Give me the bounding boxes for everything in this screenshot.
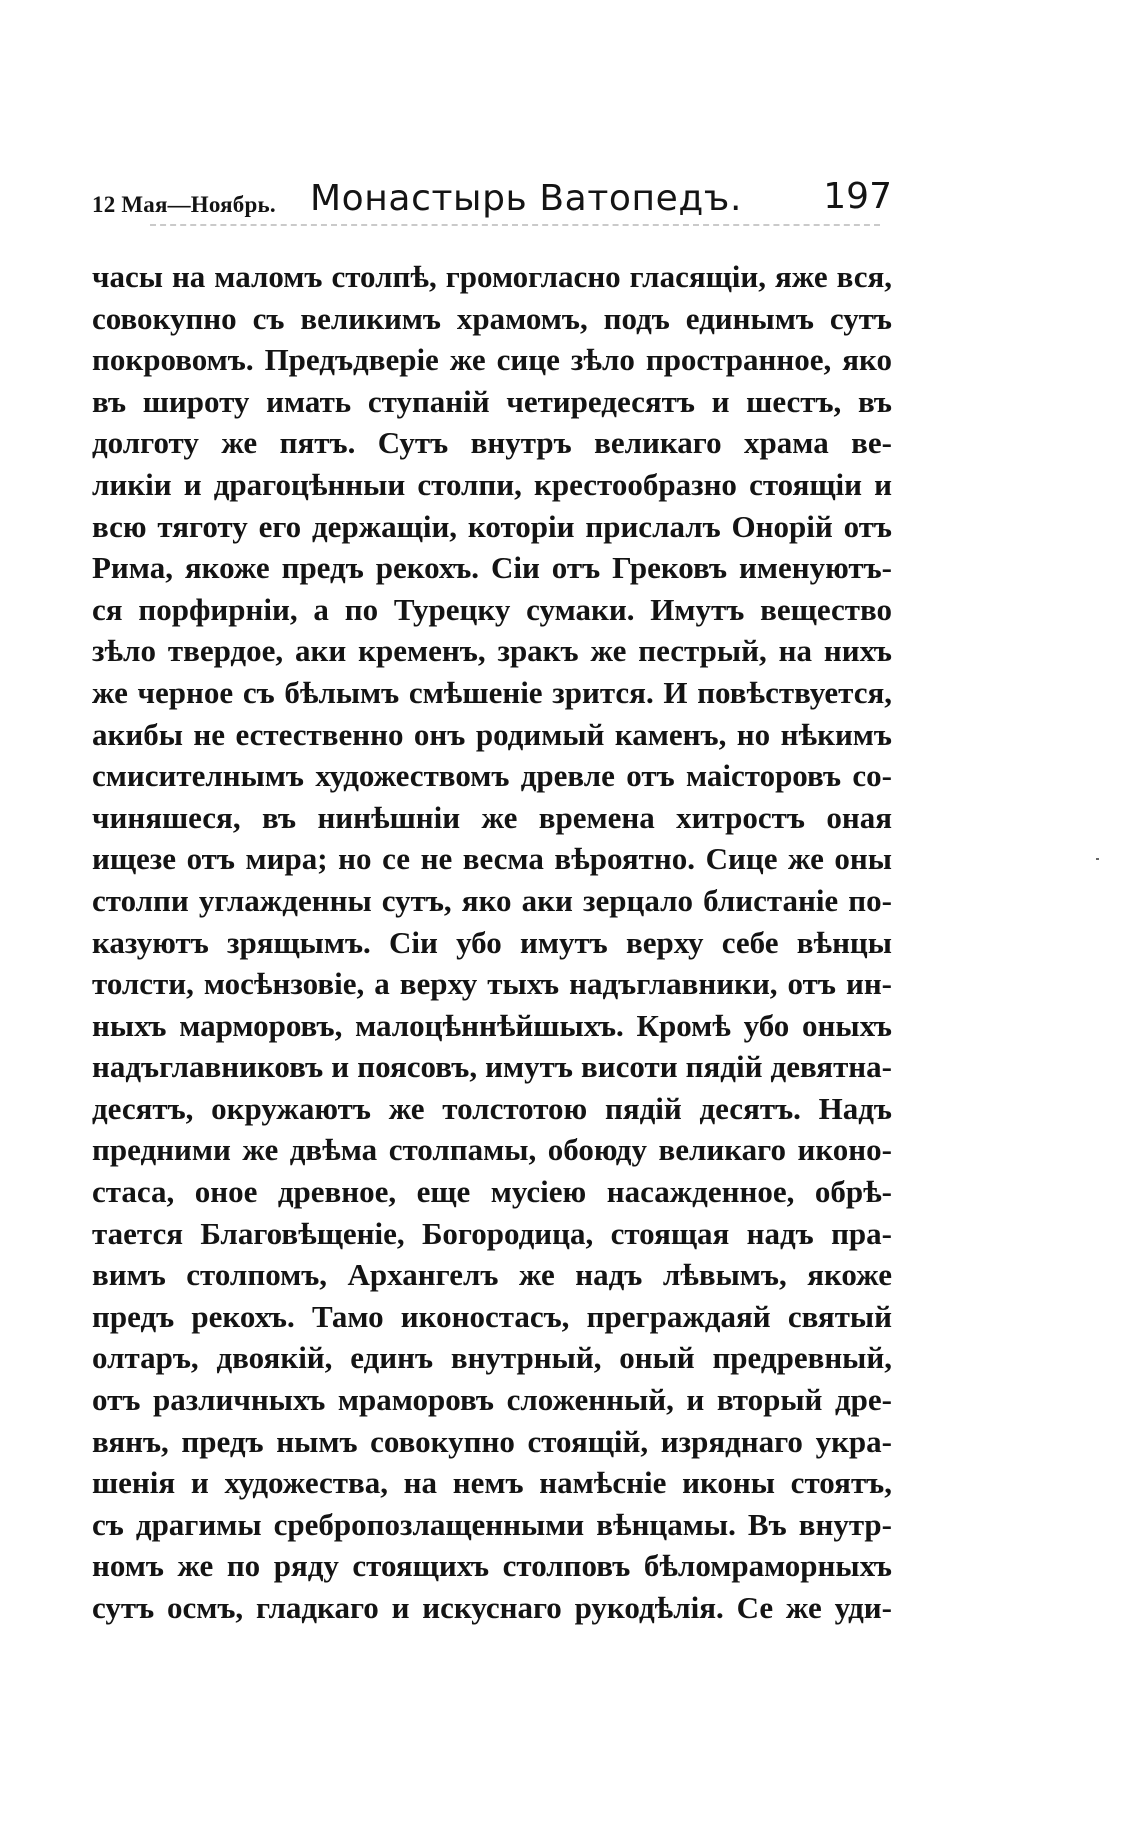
running-header xyxy=(92,178,892,218)
text-line: смисителнымъ художествомъ древле отъ маісторовъ со- xyxy=(92,758,892,794)
text-line: шенія и художества, на немъ намѣсніе иконы стоятъ, xyxy=(92,1465,892,1501)
text-line: предними же двѣма столпамы, обоюду великаго иконо- xyxy=(92,1132,892,1168)
text-line: ищезе отъ мира; но се не весма вѣроятно. Сице же оны xyxy=(92,841,892,877)
text-line: предъ рекохъ. Тамо иконостасъ, преграждаяй святый xyxy=(92,1298,892,1334)
text-line: Рима, якоже предъ рекохъ. Сіи отъ Грековъ именуютъ- xyxy=(92,550,892,586)
text-line: вянъ, предъ нымъ совокупно стоящій, изряднаго укра- xyxy=(92,1423,892,1459)
text-line: номъ же по ряду стоящихъ столповъ бѣломраморныхъ xyxy=(92,1548,892,1584)
text-line: отъ различныхъ мраморовъ сложенный, и вторый дре- xyxy=(92,1382,892,1418)
text-line: вимъ столпомъ, Архангелъ же надъ лѣвымъ, якоже xyxy=(92,1257,892,1293)
text-line: толсти, мосѣнзовіе, а верху тыхъ надъглавники, отъ ин- xyxy=(92,966,892,1002)
text-line: десятъ, окружаютъ же толстотою пядій десятъ. Надъ xyxy=(92,1090,892,1126)
text-line: съ драгимы сребропозлащенными вѣнцамы. Въ внутр- xyxy=(92,1506,892,1542)
text-line: ся порфирніи, а по Турецку сумаки. Имутъ вещество xyxy=(92,591,892,627)
text-line: столпи углажденны сутъ, яко аки зерцало блистаніе по- xyxy=(92,882,892,918)
text-line: часы на маломъ столпѣ, громогласно гласящіи, яже вся, xyxy=(92,259,892,294)
text-line: тается Благовѣщеніе, Богородица, стоящая надъ пра- xyxy=(92,1215,892,1251)
text-line: надъглавниковъ и поясовъ, имутъ висоти пядій девятна- xyxy=(92,1049,892,1085)
text-line: чиняшеся, въ нинѣшніи же времена хитростъ оная xyxy=(92,799,892,835)
running-date: 12 Мая—Ноябрь. xyxy=(92,192,276,217)
text-line: сутъ осмъ, гладкаго и искуснаго рукодѣлія. Се же уди- xyxy=(92,1590,892,1625)
text-line: ликіи и драгоцѣнныи столпи, крестообразно стоящіи и xyxy=(92,466,892,502)
text-line: зѣло твердое, аки кременъ, зракъ же пестрый, на нихъ xyxy=(92,633,892,669)
text-line: въ широту имать ступаній четиредесятъ и шестъ, въ xyxy=(92,383,892,419)
text-line: покровомъ. Предъдверіе же сице зѣло пространное, яко xyxy=(92,342,892,378)
header-rule xyxy=(150,224,880,226)
text-line: долготу же пятъ. Сутъ внутръ великаго храма ве- xyxy=(92,425,892,461)
text-line: ныхъ марморовъ, малоцѣннѣйшыхъ. Кромѣ убо оныхъ xyxy=(92,1007,892,1043)
page-number: 197 xyxy=(823,176,892,217)
text-line: казуютъ зрящымъ. Сіи убо имутъ верху себе вѣнцы xyxy=(92,924,892,960)
running-title: Монастырь Ватопедъ. xyxy=(310,178,742,219)
text-line: всю тяготу его держащіи, которіи прислалъ Онорій отъ xyxy=(92,508,892,544)
body-text xyxy=(92,256,892,1629)
text-line: стаса, оное древное, еще мусіею насажденное, обрѣ- xyxy=(92,1174,892,1210)
text-line: же черное съ бѣлымъ смѣшеніе зрится. И повѣствуется, xyxy=(92,674,892,710)
text-line: акибы не естественно онъ родимый каменъ, но нѣкимъ xyxy=(92,716,892,752)
text-line: совокупно съ великимъ храмомъ, подъ единымъ сутъ xyxy=(92,300,892,336)
margin-mark xyxy=(1096,858,1099,860)
text-line: олтаръ, двоякій, единъ внутрный, оный предревный, xyxy=(92,1340,892,1376)
